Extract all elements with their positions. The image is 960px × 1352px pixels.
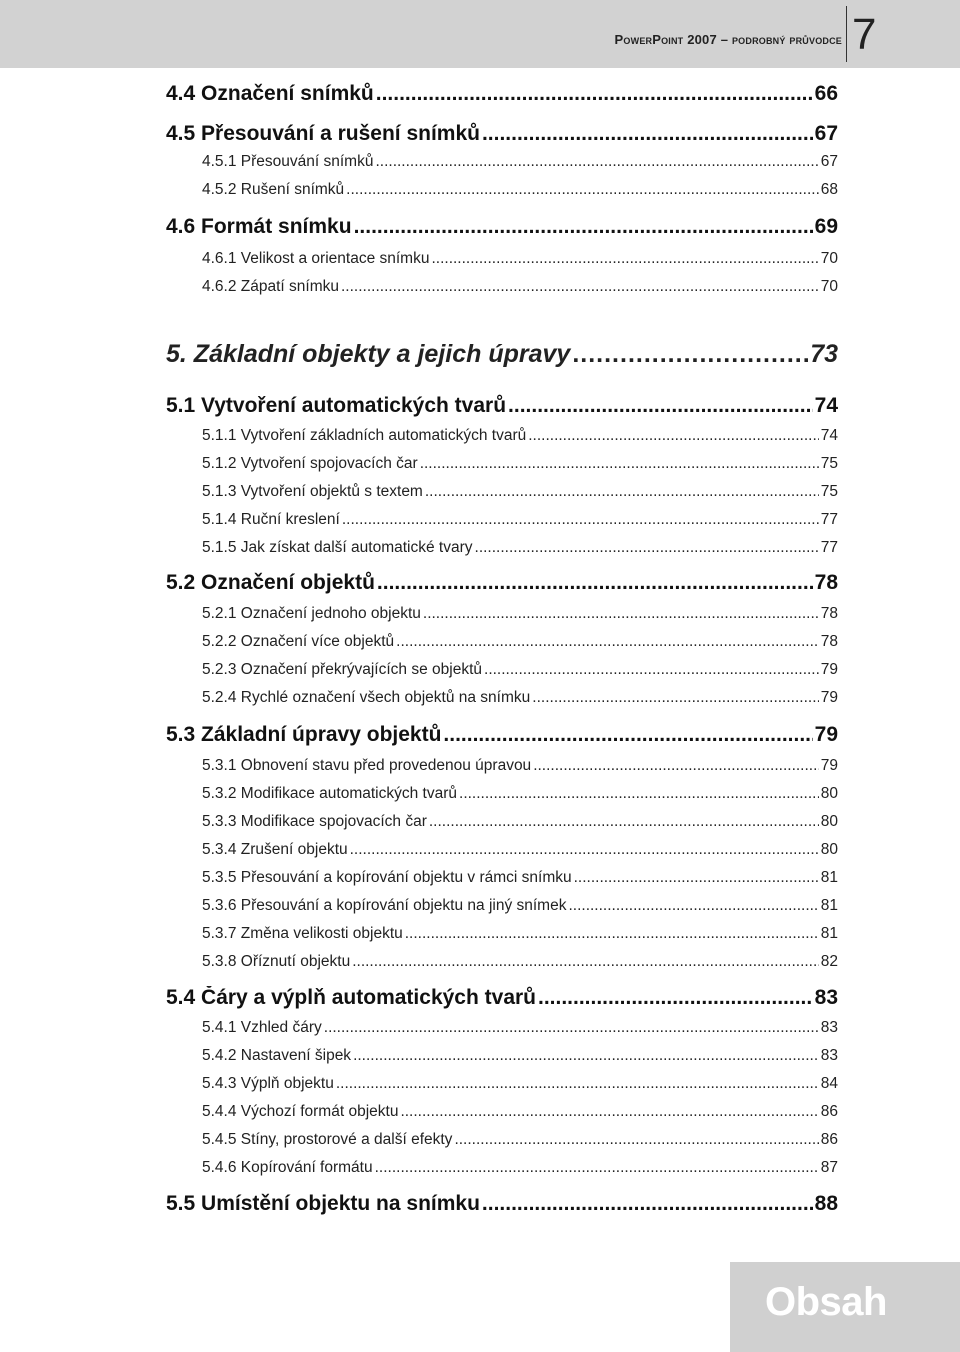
toc-entry[interactable]: [202, 539, 838, 557]
toc-entry-page: 83: [820, 1019, 838, 1036]
toc-entry-page: 81: [820, 897, 838, 914]
dot-leader: [400, 1103, 818, 1121]
toc-entry-title: 5.2.3 Označení překrývajících se objektů: [202, 661, 483, 678]
toc-entry-title: 5.1.4 Ruční kreslení: [202, 511, 340, 528]
toc-entry-title: 5.2.1 Označení jednoho objektu: [202, 605, 421, 622]
toc-entry-title: 4.5.1 Přesouvání snímků: [202, 153, 374, 170]
dot-leader: [376, 82, 813, 106]
toc-entry-title: 5.1.2 Vytvoření spojovacích čar: [202, 455, 418, 472]
toc-entry-title: 5.4.3 Výplň objektu: [202, 1075, 334, 1092]
page-number: 7: [852, 10, 877, 59]
dot-leader: [443, 723, 812, 747]
toc-entry-title: 4.5 Přesouvání a rušení snímků: [166, 122, 480, 145]
toc-entry-title: 5.2.2 Označení více objektů: [202, 633, 395, 650]
dot-leader: [533, 757, 819, 775]
toc-entry-title: 5.2 Označení objektů: [166, 571, 375, 594]
toc-entry-page: 73: [810, 340, 838, 368]
dot-leader: [420, 455, 819, 473]
toc-entry-page: 66: [814, 82, 838, 105]
toc-entry[interactable]: [166, 394, 838, 418]
toc-entry-page: 69: [814, 215, 838, 238]
toc-entry[interactable]: [202, 250, 838, 268]
dot-leader: [405, 925, 819, 943]
toc-entry-title: 5.5 Umístění objektu na snímku: [166, 1192, 480, 1215]
toc-entry-page: 67: [820, 153, 838, 170]
dot-leader: [484, 661, 819, 679]
toc-entry[interactable]: [166, 340, 838, 369]
toc-entry[interactable]: [166, 1192, 838, 1216]
toc-entry-page: 80: [820, 813, 838, 830]
toc-entry-page: 70: [820, 250, 838, 267]
toc-entry-page: 79: [820, 757, 838, 774]
toc-entry-page: 70: [820, 278, 838, 295]
toc-entry-title: 5.3 Základní úpravy objektů: [166, 723, 442, 746]
toc-entry[interactable]: [202, 897, 838, 915]
dot-leader: [431, 250, 818, 268]
toc-entry-page: 86: [820, 1103, 838, 1120]
toc-entry-title: 4.5.2 Rušení snímků: [202, 181, 345, 198]
toc-entry[interactable]: [202, 278, 838, 296]
toc-entry[interactable]: [166, 215, 838, 239]
toc-entry-page: 77: [820, 539, 838, 556]
toc-entry-page: 74: [814, 394, 838, 417]
toc-entry-title: 5.2.4 Rychlé označení všech objektů na snímku: [202, 689, 531, 706]
dot-leader: [352, 953, 819, 971]
toc-entry-page: 88: [814, 1192, 838, 1215]
toc-entry-title: 5.3.8 Oříznutí objektu: [202, 953, 351, 970]
toc-entry[interactable]: [202, 813, 838, 831]
toc-entry[interactable]: [202, 1159, 838, 1177]
toc-entry-title: 5.3.2 Modifikace automatických tvarů: [202, 785, 458, 802]
dot-leader: [377, 571, 813, 595]
toc-entry[interactable]: [166, 723, 838, 747]
toc-entry-title: 5.1.1 Vytvoření základních automatických tvarů: [202, 427, 527, 444]
toc-entry-page: 82: [820, 953, 838, 970]
dot-leader: [482, 1192, 813, 1216]
toc-entry[interactable]: [202, 1103, 838, 1121]
toc-entry[interactable]: [202, 427, 838, 445]
toc-entry-title: 5.3.5 Přesouvání a kopírování objektu v rámci snímku: [202, 869, 572, 886]
toc-entry[interactable]: [202, 661, 838, 679]
dot-leader: [425, 483, 819, 501]
dot-leader: [346, 181, 819, 199]
dot-leader: [528, 427, 819, 445]
dot-leader: [341, 278, 819, 296]
toc-entry[interactable]: [202, 455, 838, 473]
toc-entry-title: 4.4 Označení snímků: [166, 82, 374, 105]
toc-entry[interactable]: [202, 1131, 838, 1149]
toc-entry[interactable]: [202, 841, 838, 859]
toc-entry-page: 79: [820, 689, 838, 706]
toc-entry[interactable]: [166, 122, 838, 146]
toc-entry[interactable]: [202, 953, 838, 971]
dot-leader: [375, 153, 818, 171]
toc-entry-title: 5.1 Vytvoření automatických tvarů: [166, 394, 507, 417]
toc-entry-page: 79: [820, 661, 838, 678]
toc-entry-page: 74: [820, 427, 838, 444]
dot-leader: [475, 539, 819, 557]
dot-leader: [459, 785, 819, 803]
toc-entry[interactable]: [202, 925, 838, 943]
toc-entry[interactable]: [202, 181, 838, 199]
toc-entry[interactable]: [202, 633, 838, 651]
toc-entry[interactable]: [202, 869, 838, 887]
toc-entry-title: 5.3.6 Přesouvání a kopírování objektu na jiný snímek: [202, 897, 567, 914]
toc-entry[interactable]: [202, 511, 838, 529]
dot-leader: [375, 1159, 819, 1177]
toc-entry-title: 5. Základní objekty a jejich úpravy: [166, 340, 571, 368]
toc-entry-title: 5.4.1 Vzhled čáry: [202, 1019, 322, 1036]
toc-entry-page: 75: [820, 483, 838, 500]
toc-entry-title: 5.4.5 Stíny, prostorové a další efekty: [202, 1131, 453, 1148]
toc-entry-title: 4.6.1 Velikost a orientace snímku: [202, 250, 430, 267]
dot-leader: [572, 340, 808, 369]
dot-leader: [454, 1131, 818, 1149]
toc-entry-page: 77: [820, 511, 838, 528]
toc-entry[interactable]: [166, 986, 838, 1010]
toc-entry[interactable]: [166, 571, 838, 595]
toc-entry-title: 5.3.4 Zrušení objektu: [202, 841, 348, 858]
running-title: PowerPoint 2007 – podrobný průvodce: [614, 32, 842, 47]
toc-entry[interactable]: [202, 483, 838, 501]
toc-entry-title: 5.1.5 Jak získat další automatické tvary: [202, 539, 473, 556]
toc-entry-page: 67: [814, 122, 838, 145]
toc-entry[interactable]: [166, 82, 838, 106]
dot-leader: [324, 1019, 819, 1037]
toc-entry-page: 78: [814, 571, 838, 594]
dot-leader: [342, 511, 819, 529]
dot-leader: [508, 394, 813, 418]
toc-entry-page: 80: [820, 841, 838, 858]
toc-entry-title: 5.4 Čáry a výplň automatických tvarů: [166, 986, 536, 1009]
toc-entry[interactable]: [202, 785, 838, 803]
toc-entry-title: 5.4.6 Kopírování formátu: [202, 1159, 373, 1176]
toc-entry-title: 5.4.4 Výchozí formát objektu: [202, 1103, 399, 1120]
toc-entry-page: 80: [820, 785, 838, 802]
toc-entry-page: 83: [814, 986, 838, 1009]
toc-entry-title: 5.4.2 Nastavení šipek: [202, 1047, 352, 1064]
toc-entry-title: 5.1.3 Vytvoření objektů s textem: [202, 483, 423, 500]
dot-leader: [336, 1075, 819, 1093]
toc-entry-page: 81: [820, 869, 838, 886]
toc-entry-title: 4.6 Formát snímku: [166, 215, 352, 238]
dot-leader: [574, 869, 819, 887]
toc-entry-page: 78: [820, 605, 838, 622]
dot-leader: [423, 605, 819, 623]
toc-entry-page: 79: [814, 723, 838, 746]
dot-leader: [396, 633, 819, 651]
dot-leader: [350, 841, 819, 859]
dot-leader: [568, 897, 818, 915]
dot-leader: [429, 813, 819, 831]
toc-entry[interactable]: [202, 1019, 838, 1037]
dot-leader: [538, 986, 813, 1010]
toc-entry-page: 81: [820, 925, 838, 942]
toc-entry[interactable]: [202, 605, 838, 623]
toc-entry-title: 5.3.3 Modifikace spojovacích čar: [202, 813, 427, 830]
dot-leader: [353, 1047, 819, 1065]
dot-leader: [532, 689, 818, 707]
toc-entry-title: 5.3.1 Obnovení stavu před provedenou úpravou: [202, 757, 532, 774]
toc-entry-page: 68: [820, 181, 838, 198]
section-label: Obsah: [765, 1280, 887, 1324]
toc-entry-page: 78: [820, 633, 838, 650]
toc-entry[interactable]: [202, 1075, 838, 1093]
dot-leader: [482, 122, 813, 146]
toc-entry-title: 4.6.2 Zápatí snímku: [202, 278, 339, 295]
toc-entry-page: 75: [820, 455, 838, 472]
toc-entry[interactable]: [202, 1047, 838, 1065]
toc-entry[interactable]: [202, 757, 838, 775]
dot-leader: [354, 215, 813, 239]
toc-entry-page: 84: [820, 1075, 838, 1092]
toc-entry-title: 5.3.7 Změna velikosti objektu: [202, 925, 403, 942]
toc-entry[interactable]: [202, 689, 838, 707]
toc-entry-page: 86: [820, 1131, 838, 1148]
toc-entry-page: 87: [820, 1159, 838, 1176]
toc-entry[interactable]: [202, 153, 838, 171]
toc-entry-page: 83: [820, 1047, 838, 1064]
